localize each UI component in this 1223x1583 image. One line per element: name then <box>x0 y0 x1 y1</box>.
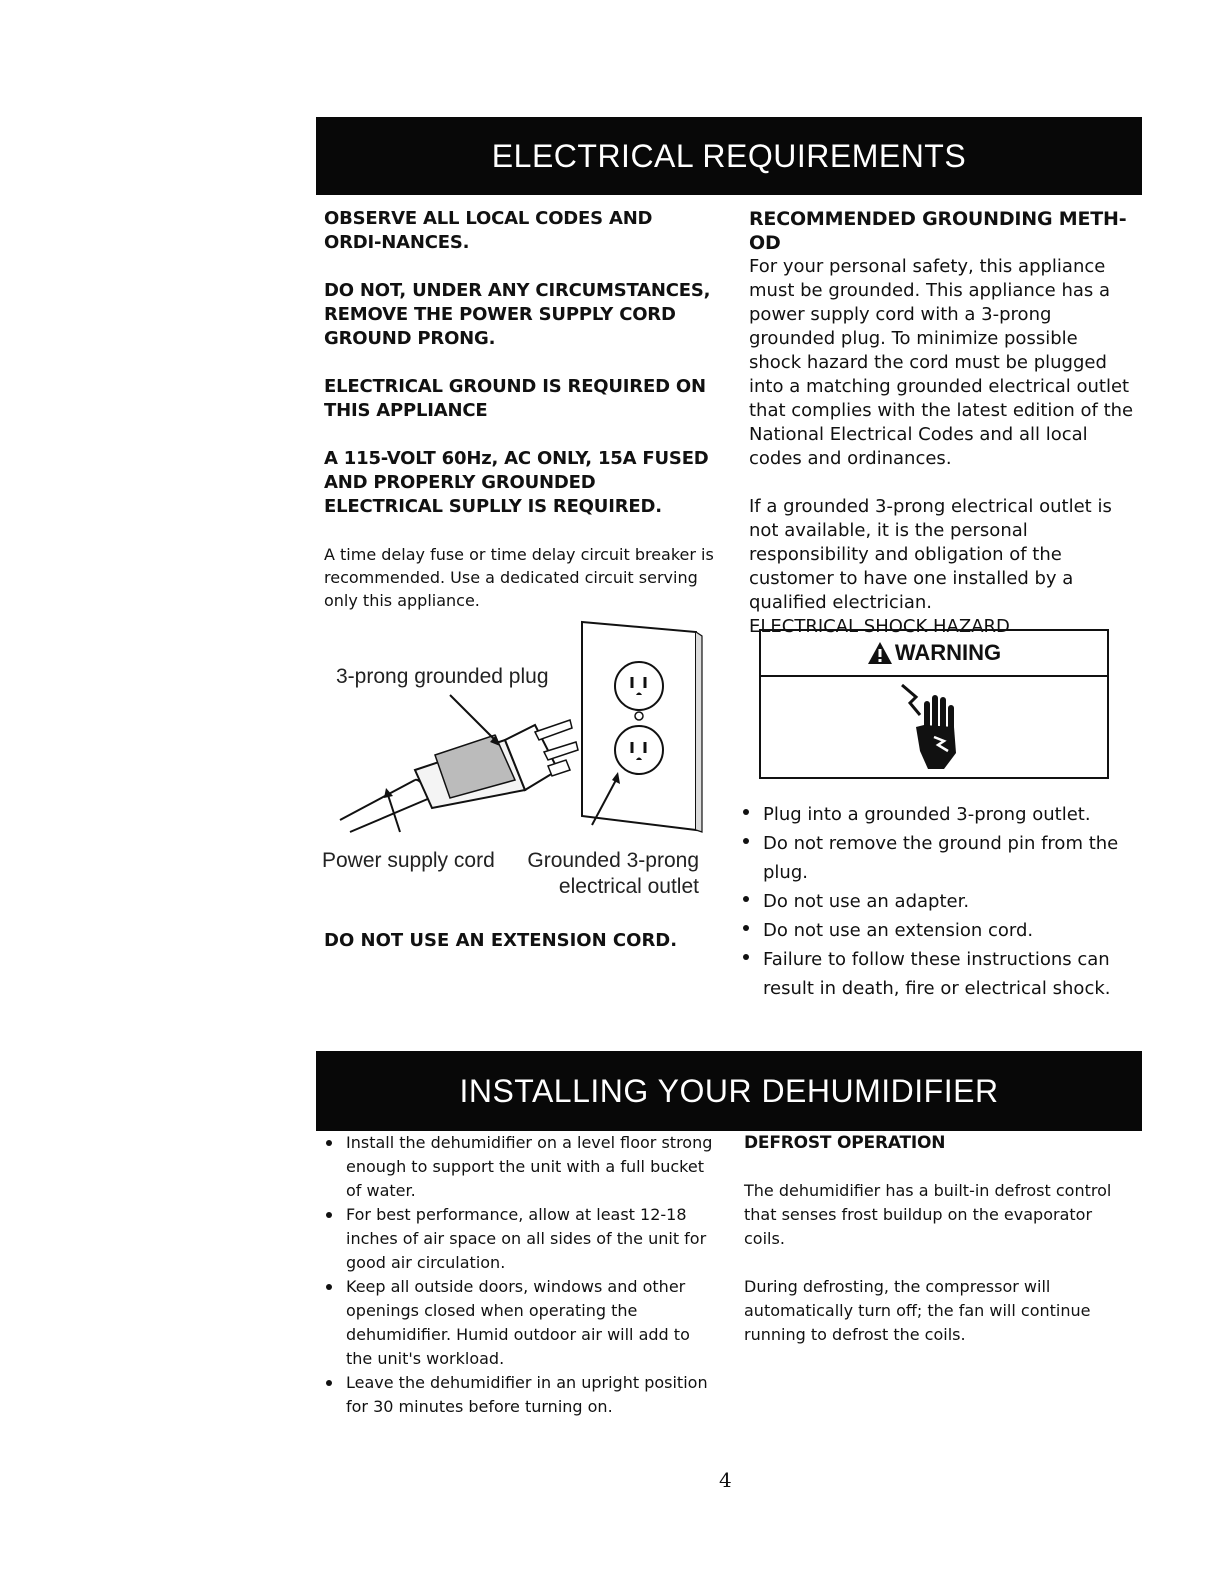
plug-outlet-illustration <box>320 620 710 845</box>
warning-box <box>759 629 1109 779</box>
ground-required-heading: ELECTRICAL GROUND IS REQUIRED ON THIS APPLIANCE <box>324 376 706 421</box>
defrost-heading: DEFROST OPERATION <box>744 1133 946 1153</box>
page-number: 4 <box>719 1468 732 1492</box>
electric-shock-hand-icon <box>894 681 974 777</box>
defrost-section <box>744 1131 1124 1347</box>
list-item: Install the dehumidifier on a level floor strong enough to support the unit with a full bucket of water. <box>324 1131 714 1203</box>
grounding-paragraph-2: If a grounded 3-prong electrical outlet is not available, it is the personal responsibility and obligation of the customer to have one installed by a qualified electrician. <box>749 496 1112 613</box>
plug-label: 3-prong grounded plug <box>336 665 549 688</box>
outlet-label-line-2: electrical outlet <box>558 875 699 898</box>
list-item: Failure to follow these instructions can result in death, fire or electrical shock. <box>741 945 1136 1003</box>
electrical-left-column <box>324 207 714 612</box>
ground-prong-heading: DO NOT, UNDER ANY CIRCUMSTANCES, REMOVE THE POWER SUPPLY CORD GROUND PRONG. <box>324 280 711 349</box>
shock-hazard-label: ELECTRICAL SHOCK HAZARD <box>749 616 1010 637</box>
grounding-heading: RECOMMENDED GROUNDING METH-OD <box>749 208 1127 254</box>
list-item: Do not remove the ground pin from the plug. <box>741 829 1136 887</box>
grounding-paragraph-1: For your personal safety, this appliance must be grounded. This appliance has a power supply cord with a 3-prong grounded plug. To minimize possible shock hazard the cord must be plugged into a matching grounded electrical outlet that complies with the latest edition of the National Electrical Codes and all local codes and ordinances. <box>749 256 1134 469</box>
list-item: Leave the dehumidifier in an upright position for 30 minutes before turning on. <box>324 1371 714 1419</box>
list-item: Do not use an adapter. <box>741 887 1136 916</box>
cord-label: Power supply cord <box>322 849 495 872</box>
electrical-right-column <box>749 207 1134 639</box>
extension-cord-warning: DO NOT USE AN EXTENSION CORD. <box>324 930 678 951</box>
warning-bullet-list <box>741 800 1136 1003</box>
list-item: Keep all outside doors, windows and other openings closed when operating the dehumidifier. Humid outdoor air will add to the unit's workload. <box>324 1275 714 1371</box>
voltage-heading: A 115-VOLT 60Hz, AC ONLY, 15A FUSED AND PROPERLY GROUNDED ELECTRICAL SUPLLY IS REQUIRED. <box>324 448 709 517</box>
list-item: Do not use an extension cord. <box>741 916 1136 945</box>
defrost-paragraph-2: During defrosting, the compressor will automatically turn off; the fan will continue running to defrost the coils. <box>744 1277 1091 1344</box>
defrost-paragraph-1: The dehumidifier has a built-in defrost control that senses frost buildup on the evaporator coils. <box>744 1181 1112 1248</box>
list-item: For best performance, allow at least 12-18 inches of air space on all sides of the unit for good air circulation. <box>324 1203 714 1275</box>
list-item: Plug into a grounded 3-prong outlet. <box>741 800 1136 829</box>
section-title: INSTALLING YOUR DEHUMIDIFIER <box>459 1072 999 1109</box>
section-title: ELECTRICAL REQUIREMENTS <box>491 137 967 174</box>
install-bullet-list <box>324 1131 714 1419</box>
warning-header <box>761 631 1107 677</box>
outlet-label-line-1: Grounded 3-prong <box>527 849 699 872</box>
fuse-text: A time delay fuse or time delay circuit breaker is recommended. Use a dedicated circuit serving only this appliance. <box>324 545 714 610</box>
warning-triangle-icon <box>867 641 893 665</box>
installing-banner <box>316 1051 1142 1131</box>
electrical-requirements-banner <box>316 117 1142 195</box>
codes-heading: OBSERVE ALL LOCAL CODES AND ORDI-NANCES. <box>324 208 653 253</box>
warning-label: WARNING <box>894 640 1002 665</box>
outlet-label <box>525 848 699 900</box>
